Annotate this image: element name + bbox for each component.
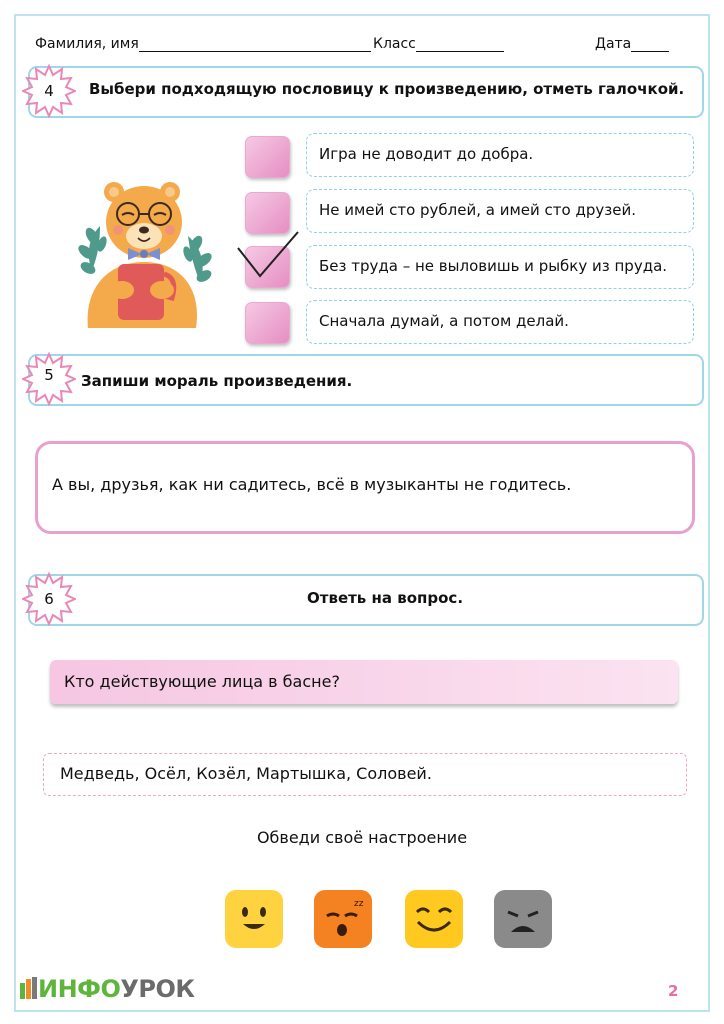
happy-face-icon[interactable] (225, 890, 283, 948)
task6-number: 6 (44, 590, 54, 608)
date-label: Дата (595, 36, 632, 52)
moral-answer-box[interactable]: А вы, друзья, как ни садитесь, всё в музыканты не годитесь. (35, 441, 695, 534)
logo-mark-icon (20, 977, 38, 999)
infourok-logo (20, 975, 195, 1003)
happy-face-icon-svg (225, 890, 283, 948)
task6-star-badge (22, 572, 76, 626)
option2: Не имей сто рублей, а имей сто друзей. (306, 189, 694, 233)
sleepy-face-icon-svg (314, 890, 372, 948)
surname-field[interactable] (35, 36, 371, 52)
task4-star-badge (22, 64, 76, 118)
option3: Без труда – не выловишь и рыбку из пруда. (306, 245, 694, 289)
page-number: 2 (668, 982, 679, 1000)
sleepy-face-icon[interactable] (314, 890, 372, 948)
task6-title: Ответь на вопрос. (307, 589, 464, 607)
content-face-icon-svg (405, 890, 463, 948)
option4-checkbox[interactable] (245, 302, 290, 344)
bear-illustration (78, 178, 213, 328)
question-box: Кто действующие лица в басне? (50, 660, 678, 704)
content-face-icon[interactable] (405, 890, 463, 948)
task5-number: 5 (44, 366, 54, 384)
option1-checkbox[interactable] (245, 136, 290, 178)
sad-face-icon[interactable] (494, 890, 552, 948)
class-field[interactable] (373, 36, 504, 52)
answer-box[interactable]: Медведь, Осёл, Козёл, Мартышка, Соловей. (43, 753, 687, 796)
task5-star-badge (22, 352, 76, 406)
logo-text-urok: УРОК (120, 975, 195, 1003)
task4-number: 4 (44, 82, 54, 100)
task4-title: Выбери подходящую пословицу к произведению, отметь галочкой. (89, 80, 685, 98)
sad-face-icon-svg (494, 890, 552, 948)
class-line (416, 37, 504, 52)
surname-label: Фамилия, имя (35, 36, 139, 52)
class-label: Класс (373, 36, 416, 52)
date-line (631, 37, 669, 52)
option4: Сначала думай, а потом делай. (306, 300, 694, 344)
option1: Игра не доводит до добра. (306, 133, 694, 177)
logo-text-info: ИНФО (38, 975, 121, 1003)
svg-text:zz: zz (354, 899, 364, 909)
task5-title: Запиши мораль произведения. (81, 372, 353, 390)
mood-title: Обведи своё настроение (256, 828, 468, 847)
date-field[interactable] (595, 36, 669, 52)
checkmark-icon (236, 228, 302, 280)
surname-line (139, 37, 371, 52)
